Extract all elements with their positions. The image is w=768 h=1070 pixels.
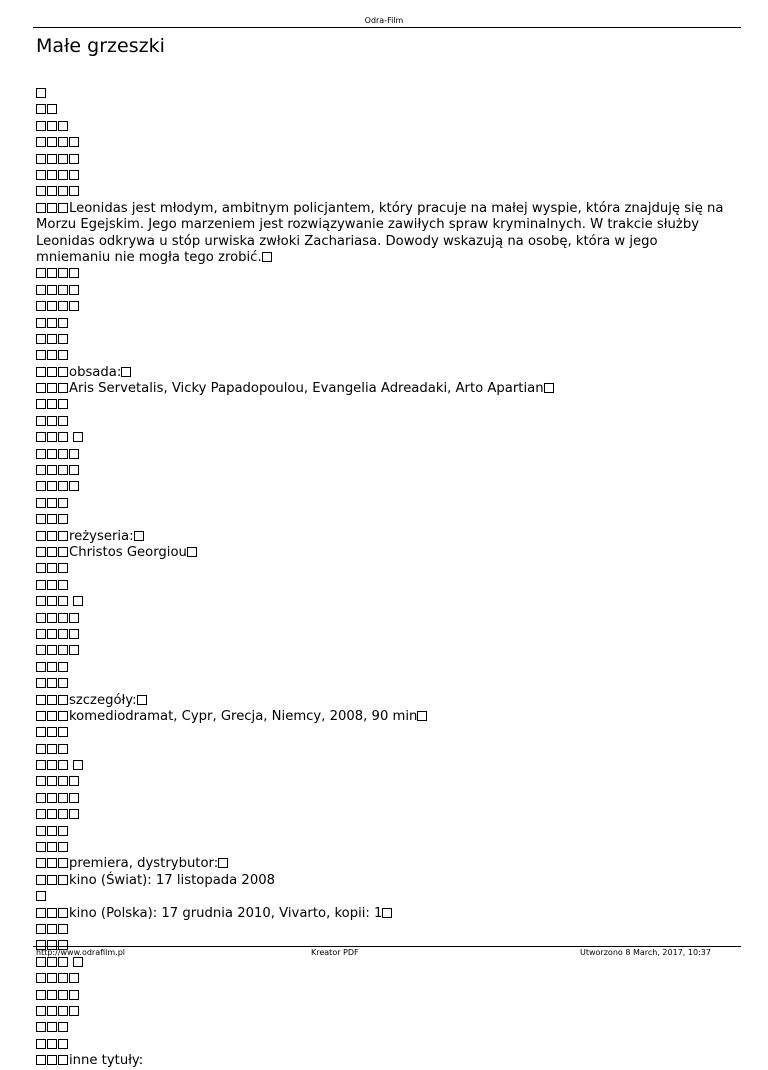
content-line bbox=[36, 807, 736, 823]
missing-glyph-box bbox=[47, 301, 57, 311]
content-line bbox=[36, 693, 736, 709]
content-line-text: kino (Polska): 17 grudnia 2010, Vivarto, kopii: 1 bbox=[69, 905, 383, 921]
missing-glyph-box bbox=[47, 678, 57, 688]
missing-glyph-box bbox=[36, 613, 46, 623]
content-line bbox=[36, 479, 736, 495]
missing-glyph-box bbox=[36, 531, 46, 541]
footer-url: http://www.odrafilm.pl bbox=[36, 948, 126, 957]
content-line bbox=[36, 447, 736, 463]
content-line bbox=[36, 561, 736, 577]
missing-glyph-box bbox=[58, 465, 68, 475]
content-line bbox=[36, 463, 736, 479]
missing-glyph-box bbox=[58, 268, 68, 278]
missing-glyph-box bbox=[47, 629, 57, 639]
missing-glyph-box bbox=[36, 793, 46, 803]
missing-glyph-box bbox=[36, 367, 46, 377]
content-line bbox=[36, 496, 736, 512]
missing-glyph-box bbox=[69, 613, 79, 623]
missing-glyph-box bbox=[69, 137, 79, 147]
missing-glyph-box bbox=[47, 990, 57, 1000]
missing-glyph-box bbox=[36, 170, 46, 180]
content-line-text: premiera, dystrybutor: bbox=[69, 856, 219, 872]
missing-glyph-box bbox=[47, 826, 57, 836]
missing-glyph-box bbox=[58, 645, 68, 655]
content-line bbox=[36, 774, 736, 790]
missing-glyph-box bbox=[58, 186, 68, 196]
missing-glyph-box bbox=[36, 154, 46, 164]
missing-glyph-box bbox=[47, 744, 57, 754]
content-line bbox=[36, 856, 736, 872]
content-line bbox=[36, 578, 736, 594]
missing-glyph-box bbox=[69, 481, 79, 491]
missing-glyph-box bbox=[47, 465, 57, 475]
missing-glyph-box bbox=[134, 531, 144, 541]
missing-glyph-box bbox=[47, 449, 57, 459]
content-line bbox=[36, 152, 736, 168]
missing-glyph-box bbox=[36, 547, 46, 557]
missing-glyph-box bbox=[47, 350, 57, 360]
content-line bbox=[36, 676, 736, 692]
missing-glyph-box bbox=[47, 957, 57, 967]
missing-glyph-box bbox=[187, 547, 197, 557]
content-line bbox=[36, 758, 736, 774]
content-line-text: kino (Świat): 17 listopada 2008 bbox=[69, 872, 275, 888]
missing-glyph-box bbox=[58, 301, 68, 311]
missing-glyph-box bbox=[58, 957, 68, 967]
missing-glyph-box bbox=[58, 334, 68, 344]
missing-glyph-box bbox=[58, 973, 68, 983]
missing-glyph-box bbox=[69, 449, 79, 459]
missing-glyph-box bbox=[58, 383, 68, 393]
missing-glyph-box bbox=[58, 1006, 68, 1016]
missing-glyph-box bbox=[47, 973, 57, 983]
content-line bbox=[36, 1004, 736, 1020]
missing-glyph-box bbox=[47, 154, 57, 164]
missing-glyph-box bbox=[36, 760, 46, 770]
missing-glyph-box bbox=[69, 793, 79, 803]
missing-glyph-box bbox=[47, 514, 57, 524]
missing-glyph-box bbox=[36, 137, 46, 147]
content-line bbox=[36, 348, 736, 364]
missing-glyph-box bbox=[58, 990, 68, 1000]
content-line-text: Leonidas jest młodym, ambitnym policjantem, który pracuje na małej wyspie, która znajduję się na Morzu Egejskim. Jego marzeniem jest rozwiązywanie zawiłych spraw kryminalnych. W trakcie służby Leonidas odkrywa u stóp urwiska zwłoki Zachariasa. Dowody wskazują na osobę, która w jego mniemaniu nie mogła tego zrobić. bbox=[36, 200, 724, 265]
content-line bbox=[36, 316, 736, 332]
missing-glyph-box bbox=[58, 1055, 68, 1065]
missing-glyph-box bbox=[58, 727, 68, 737]
missing-glyph-box bbox=[47, 121, 57, 131]
missing-glyph-box bbox=[58, 170, 68, 180]
missing-glyph-box bbox=[47, 908, 57, 918]
missing-glyph-box bbox=[137, 695, 147, 705]
missing-glyph-box bbox=[69, 301, 79, 311]
missing-glyph-box bbox=[47, 186, 57, 196]
missing-glyph-box bbox=[47, 367, 57, 377]
content-line bbox=[36, 184, 736, 200]
missing-glyph-box bbox=[47, 924, 57, 934]
missing-glyph-box bbox=[47, 727, 57, 737]
missing-glyph-box bbox=[58, 154, 68, 164]
content-line bbox=[36, 168, 736, 184]
missing-glyph-box bbox=[36, 1039, 46, 1049]
missing-glyph-box bbox=[58, 514, 68, 524]
content-line bbox=[36, 725, 736, 741]
content-line bbox=[36, 1053, 736, 1069]
missing-glyph-box bbox=[73, 432, 83, 442]
missing-glyph-box bbox=[36, 1006, 46, 1016]
missing-glyph-box bbox=[47, 399, 57, 409]
content-line bbox=[36, 709, 736, 725]
missing-glyph-box bbox=[36, 186, 46, 196]
missing-glyph-box bbox=[47, 793, 57, 803]
content-line bbox=[36, 873, 736, 889]
missing-glyph-box bbox=[58, 842, 68, 852]
missing-glyph-box bbox=[69, 285, 79, 295]
missing-glyph-box bbox=[36, 563, 46, 573]
missing-glyph-box bbox=[36, 809, 46, 819]
missing-glyph-box bbox=[58, 711, 68, 721]
missing-glyph-box bbox=[36, 285, 46, 295]
missing-glyph-box bbox=[47, 875, 57, 885]
missing-glyph-box bbox=[58, 744, 68, 754]
missing-glyph-box bbox=[36, 104, 46, 114]
missing-glyph-box bbox=[36, 121, 46, 131]
content-line bbox=[36, 906, 736, 922]
missing-glyph-box bbox=[69, 186, 79, 196]
content-line bbox=[36, 102, 736, 118]
content-line bbox=[36, 611, 736, 627]
missing-glyph-box bbox=[58, 662, 68, 672]
missing-glyph-box bbox=[58, 760, 68, 770]
missing-glyph-box bbox=[47, 1022, 57, 1032]
missing-glyph-box bbox=[36, 645, 46, 655]
content-line bbox=[36, 1037, 736, 1053]
missing-glyph-box bbox=[36, 957, 46, 967]
missing-glyph-box bbox=[36, 268, 46, 278]
missing-glyph-box bbox=[36, 1022, 46, 1032]
content-line bbox=[36, 1020, 736, 1036]
missing-glyph-box bbox=[47, 776, 57, 786]
missing-glyph-box bbox=[58, 137, 68, 147]
missing-glyph-box bbox=[47, 1006, 57, 1016]
missing-glyph-box bbox=[47, 662, 57, 672]
content-line bbox=[36, 381, 736, 397]
missing-glyph-box bbox=[36, 399, 46, 409]
content-line bbox=[36, 988, 736, 1004]
missing-glyph-box bbox=[73, 957, 83, 967]
missing-glyph-box bbox=[47, 645, 57, 655]
content-line bbox=[36, 512, 736, 528]
missing-glyph-box bbox=[58, 498, 68, 508]
header-divider bbox=[33, 27, 741, 28]
content-line-text: szczegóły: bbox=[69, 692, 137, 708]
missing-glyph-box bbox=[58, 399, 68, 409]
content-line bbox=[36, 299, 736, 315]
missing-glyph-box bbox=[47, 203, 57, 213]
missing-glyph-box bbox=[69, 154, 79, 164]
page-header: Odra-Film bbox=[364, 16, 404, 25]
missing-glyph-box bbox=[58, 416, 68, 426]
content-line bbox=[36, 791, 736, 807]
missing-glyph-box bbox=[47, 334, 57, 344]
missing-glyph-box bbox=[36, 662, 46, 672]
content-line bbox=[36, 201, 736, 267]
missing-glyph-box bbox=[69, 809, 79, 819]
missing-glyph-box bbox=[36, 744, 46, 754]
missing-glyph-box bbox=[47, 318, 57, 328]
missing-glyph-box bbox=[58, 924, 68, 934]
missing-glyph-box bbox=[544, 383, 554, 393]
content-line bbox=[36, 332, 736, 348]
missing-glyph-box bbox=[69, 645, 79, 655]
missing-glyph-box bbox=[58, 367, 68, 377]
missing-glyph-box bbox=[47, 531, 57, 541]
missing-glyph-box bbox=[47, 809, 57, 819]
missing-glyph-box bbox=[69, 990, 79, 1000]
content-line bbox=[36, 430, 736, 446]
content-line bbox=[36, 971, 736, 987]
missing-glyph-box bbox=[58, 531, 68, 541]
content-line bbox=[36, 365, 736, 381]
missing-glyph-box bbox=[36, 498, 46, 508]
missing-glyph-box bbox=[36, 973, 46, 983]
missing-glyph-box bbox=[36, 924, 46, 934]
missing-glyph-box bbox=[47, 563, 57, 573]
content-line bbox=[36, 135, 736, 151]
missing-glyph-box bbox=[36, 908, 46, 918]
content-line bbox=[36, 414, 736, 430]
missing-glyph-box bbox=[47, 858, 57, 868]
missing-glyph-box bbox=[36, 727, 46, 737]
content-line bbox=[36, 397, 736, 413]
content-line-text: Aris Servetalis, Vicky Papadopoulou, Evangelia Adreadaki, Arto Apartian bbox=[69, 381, 544, 397]
missing-glyph-box bbox=[58, 875, 68, 885]
content-line-text: reżyseria: bbox=[69, 528, 134, 544]
missing-glyph-box bbox=[47, 1039, 57, 1049]
missing-glyph-box bbox=[47, 580, 57, 590]
missing-glyph-box bbox=[58, 580, 68, 590]
missing-glyph-box bbox=[69, 629, 79, 639]
missing-glyph-box bbox=[417, 711, 427, 721]
missing-glyph-box bbox=[36, 481, 46, 491]
missing-glyph-box bbox=[58, 432, 68, 442]
missing-glyph-box bbox=[36, 416, 46, 426]
missing-glyph-box bbox=[47, 695, 57, 705]
content-line-text: inne tytuły: bbox=[69, 1053, 144, 1069]
missing-glyph-box bbox=[73, 760, 83, 770]
missing-glyph-box bbox=[58, 1039, 68, 1049]
missing-glyph-box bbox=[121, 367, 131, 377]
missing-glyph-box bbox=[47, 383, 57, 393]
missing-glyph-box bbox=[58, 629, 68, 639]
page-title: Małe grzeszki bbox=[36, 35, 165, 57]
missing-glyph-box bbox=[58, 285, 68, 295]
missing-glyph-box bbox=[36, 1055, 46, 1065]
missing-glyph-box bbox=[47, 170, 57, 180]
missing-glyph-box bbox=[36, 334, 46, 344]
missing-glyph-box bbox=[36, 465, 46, 475]
missing-glyph-box bbox=[69, 776, 79, 786]
missing-glyph-box bbox=[58, 809, 68, 819]
missing-glyph-box bbox=[36, 203, 46, 213]
content-line bbox=[36, 119, 736, 135]
missing-glyph-box bbox=[58, 449, 68, 459]
document-body bbox=[36, 86, 736, 1070]
missing-glyph-box bbox=[382, 908, 392, 918]
missing-glyph-box bbox=[36, 301, 46, 311]
missing-glyph-box bbox=[58, 826, 68, 836]
missing-glyph-box bbox=[36, 350, 46, 360]
missing-glyph-box bbox=[36, 678, 46, 688]
missing-glyph-box bbox=[47, 285, 57, 295]
missing-glyph-box bbox=[73, 596, 83, 606]
footer-divider bbox=[33, 946, 741, 947]
missing-glyph-box bbox=[58, 350, 68, 360]
missing-glyph-box bbox=[58, 776, 68, 786]
missing-glyph-box bbox=[69, 973, 79, 983]
missing-glyph-box bbox=[36, 826, 46, 836]
missing-glyph-box bbox=[47, 432, 57, 442]
missing-glyph-box bbox=[47, 268, 57, 278]
missing-glyph-box bbox=[36, 842, 46, 852]
missing-glyph-box bbox=[58, 613, 68, 623]
content-line bbox=[36, 594, 736, 610]
footer-generator: Kreator PDF bbox=[311, 948, 359, 957]
missing-glyph-box bbox=[58, 1022, 68, 1032]
missing-glyph-box bbox=[69, 1006, 79, 1016]
footer-created-date: Utworzono 8 March, 2017, 10:37 bbox=[580, 948, 711, 957]
missing-glyph-box bbox=[36, 514, 46, 524]
missing-glyph-box bbox=[262, 252, 272, 262]
missing-glyph-box bbox=[58, 908, 68, 918]
missing-glyph-box bbox=[36, 875, 46, 885]
missing-glyph-box bbox=[47, 711, 57, 721]
missing-glyph-box bbox=[58, 481, 68, 491]
content-line bbox=[36, 86, 736, 102]
content-line bbox=[36, 824, 736, 840]
missing-glyph-box bbox=[36, 891, 46, 901]
content-line bbox=[36, 660, 736, 676]
missing-glyph-box bbox=[36, 596, 46, 606]
missing-glyph-box bbox=[47, 137, 57, 147]
content-line bbox=[36, 742, 736, 758]
missing-glyph-box bbox=[36, 629, 46, 639]
missing-glyph-box bbox=[58, 547, 68, 557]
missing-glyph-box bbox=[58, 793, 68, 803]
missing-glyph-box bbox=[47, 547, 57, 557]
missing-glyph-box bbox=[36, 711, 46, 721]
missing-glyph-box bbox=[47, 613, 57, 623]
content-line bbox=[36, 840, 736, 856]
missing-glyph-box bbox=[36, 318, 46, 328]
content-line bbox=[36, 266, 736, 282]
missing-glyph-box bbox=[36, 383, 46, 393]
content-line bbox=[36, 529, 736, 545]
content-line bbox=[36, 889, 736, 905]
missing-glyph-box bbox=[36, 432, 46, 442]
content-line bbox=[36, 545, 736, 561]
missing-glyph-box bbox=[47, 498, 57, 508]
missing-glyph-box bbox=[36, 580, 46, 590]
missing-glyph-box bbox=[58, 596, 68, 606]
missing-glyph-box bbox=[69, 268, 79, 278]
missing-glyph-box bbox=[36, 449, 46, 459]
content-line-text: komediodramat, Cypr, Grecja, Niemcy, 2008, 90 min bbox=[69, 708, 418, 724]
content-line-text: obsada: bbox=[69, 364, 122, 380]
content-line bbox=[36, 283, 736, 299]
content-line-text: Christos Georgiou bbox=[69, 545, 187, 560]
missing-glyph-box bbox=[47, 481, 57, 491]
missing-glyph-box bbox=[36, 88, 46, 98]
missing-glyph-box bbox=[36, 776, 46, 786]
missing-glyph-box bbox=[47, 104, 57, 114]
missing-glyph-box bbox=[47, 760, 57, 770]
missing-glyph-box bbox=[58, 695, 68, 705]
missing-glyph-box bbox=[218, 858, 228, 868]
missing-glyph-box bbox=[36, 990, 46, 1000]
missing-glyph-box bbox=[69, 170, 79, 180]
missing-glyph-box bbox=[47, 1055, 57, 1065]
content-line bbox=[36, 922, 736, 938]
missing-glyph-box bbox=[58, 678, 68, 688]
missing-glyph-box bbox=[58, 203, 68, 213]
missing-glyph-box bbox=[47, 416, 57, 426]
missing-glyph-box bbox=[47, 596, 57, 606]
content-line bbox=[36, 643, 736, 659]
content-line bbox=[36, 627, 736, 643]
missing-glyph-box bbox=[58, 121, 68, 131]
missing-glyph-box bbox=[58, 858, 68, 868]
missing-glyph-box bbox=[69, 465, 79, 475]
missing-glyph-box bbox=[58, 563, 68, 573]
missing-glyph-box bbox=[58, 318, 68, 328]
missing-glyph-box bbox=[36, 695, 46, 705]
missing-glyph-box bbox=[36, 858, 46, 868]
missing-glyph-box bbox=[47, 842, 57, 852]
